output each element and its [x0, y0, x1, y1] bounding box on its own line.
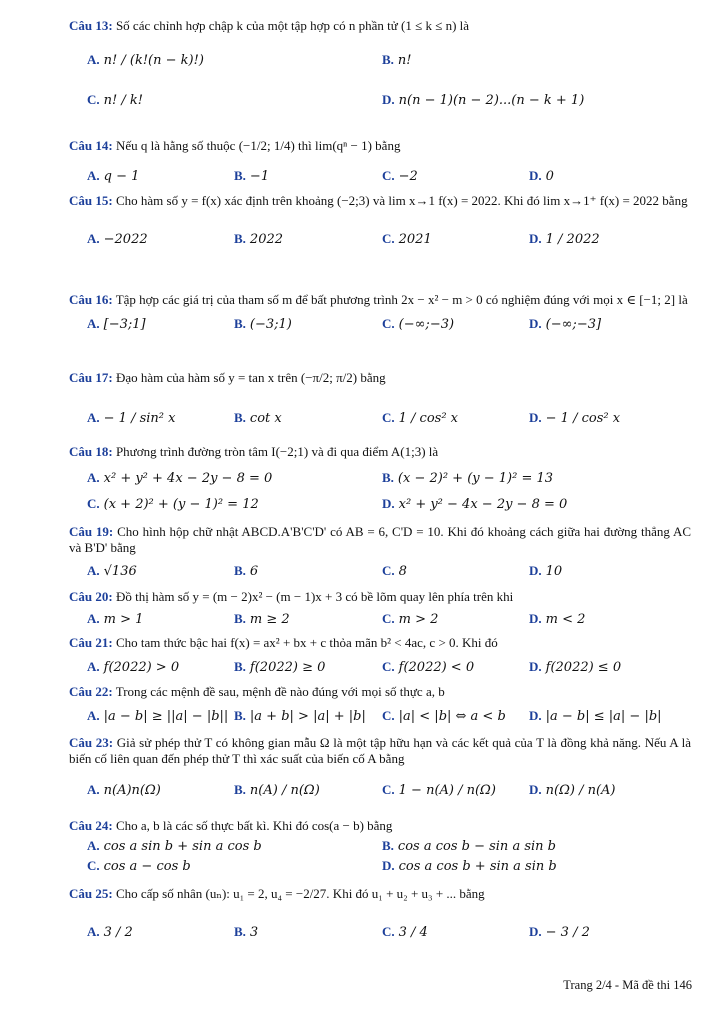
option-d[interactable]: D. − 3 / 2 [529, 924, 590, 941]
option-c[interactable]: C. |a| < |b| ⇔ a < b [382, 708, 506, 725]
option-c[interactable]: C. 2021 [382, 231, 432, 248]
question-label: Câu 25: [69, 886, 113, 901]
question-label: Câu 19: [69, 524, 114, 539]
option-d[interactable]: D. |a − b| ≤ |a| − |b| [529, 708, 662, 725]
question-label: Câu 22: [69, 684, 113, 699]
question-text: Giả sử phép thử T có không gian mẫu Ω là một tập hữu hạn và các kết quả của T là đồng khả năng. Nếu A là biến cố liên quan đến phép thử T thì xác suất của biến cố A bằng [69, 735, 692, 767]
option-b[interactable]: B. 2022 [234, 231, 284, 248]
question-20 [69, 589, 691, 631]
option-d[interactable]: D. cos a cos b + sin a sin b [382, 858, 557, 875]
option-b[interactable]: B. 3 [234, 924, 259, 941]
question-19 [69, 524, 691, 583]
option-a[interactable]: A. − 1 / sin² x [87, 410, 176, 427]
option-a[interactable]: A. √136 [87, 562, 137, 579]
question-text: Cho a, b là các số thực bất kì. Khi đó cos(a − b) bằng [115, 818, 393, 833]
question-14 [69, 138, 691, 188]
option-d[interactable]: D. f(2022) ≤ 0 [529, 659, 622, 676]
question-label: Câu 23: [69, 735, 114, 750]
option-a[interactable]: A. x² + y² + 4x − 2y − 8 = 0 [87, 470, 273, 487]
option-c[interactable]: C. −2 [382, 168, 418, 185]
option-b[interactable]: B. m ≥ 2 [234, 611, 290, 628]
option-b[interactable]: B. n! [382, 52, 412, 69]
option-d[interactable]: D. x² + y² − 4x − 2y − 8 = 0 [382, 496, 568, 513]
option-c[interactable]: C. cos a − cos b [87, 858, 191, 875]
option-d[interactable]: D. (−∞;−3] [529, 316, 602, 333]
option-a[interactable]: A. 3 / 2 [87, 924, 133, 941]
option-c[interactable]: C. f(2022) < 0 [382, 659, 475, 676]
question-21 [69, 635, 691, 679]
option-d[interactable]: D. n(n − 1)(n − 2)...(n − k + 1) [382, 92, 585, 109]
option-c[interactable]: C. (−∞;−3) [382, 316, 455, 333]
option-b[interactable]: B. −1 [234, 168, 270, 185]
question-text: Phương trình đường tròn tâm I(−2;1) và đi qua điểm A(1;3) là [115, 444, 439, 459]
question-text: Cho cấp số nhân (uₙ): u₁ = 2, u₄ = −2/27. Khi đó u₁ + u₂ + u₃ + ... bằng [115, 886, 485, 901]
option-a[interactable]: A. −2022 [87, 231, 148, 248]
question-label: Câu 17: [69, 370, 113, 385]
option-c[interactable]: C. 1 − n(A) / n(Ω) [382, 781, 496, 798]
option-b[interactable]: B. (−3;1) [234, 316, 292, 333]
option-a[interactable]: A. [−3;1] [87, 316, 146, 333]
option-a[interactable]: A. q − 1 [87, 168, 140, 185]
option-c[interactable]: C. n! / k! [87, 92, 143, 109]
option-d[interactable]: D. n(Ω) / n(A) [529, 781, 616, 798]
question-16 [69, 292, 691, 336]
question-15 [69, 193, 691, 251]
option-c[interactable]: C. 8 [382, 562, 407, 579]
option-c[interactable]: C. m > 2 [382, 611, 439, 628]
question-22 [69, 684, 691, 728]
question-label: Câu 15: [69, 193, 113, 208]
option-b[interactable]: B. n(A) / n(Ω) [234, 781, 320, 798]
question-label: Câu 14: [69, 138, 113, 153]
question-label: Câu 24: [69, 818, 113, 833]
option-b[interactable]: B. cos a cos b − sin a sin b [382, 838, 556, 855]
question-text: Cho hình hộp chữ nhật ABCD.A'B'C'D' có AB = 6, C'D = 10. Khi đó khoảng cách giữa hai đường thẳng AC và B'D' bằng [69, 524, 691, 556]
option-a[interactable]: A. n! / (k!(n − k)!) [87, 52, 204, 69]
option-d[interactable]: D. − 1 / cos² x [529, 410, 621, 427]
option-b[interactable]: B. (x − 2)² + (y − 1)² = 13 [382, 470, 554, 487]
option-d[interactable]: D. 1 / 2022 [529, 231, 600, 248]
question-25 [69, 886, 691, 944]
option-a[interactable]: A. |a − b| ≥ ||a| − |b|| [87, 708, 229, 725]
question-label: Câu 13: [69, 18, 113, 33]
option-b[interactable]: B. |a + b| > |a| + |b| [234, 708, 366, 725]
option-c[interactable]: C. (x + 2)² + (y − 1)² = 12 [87, 496, 259, 513]
page-footer: Trang 2/4 - Mã đề thi 146 [563, 978, 692, 992]
question-text: Cho tam thức bậc hai f(x) = ax² + bx + c thỏa mãn b² < 4ac, c > 0. Khi đó [115, 635, 498, 650]
option-b[interactable]: B. f(2022) ≥ 0 [234, 659, 326, 676]
option-a[interactable]: A. f(2022) > 0 [87, 659, 180, 676]
question-text: Số các chỉnh hợp chập k của một tập hợp có n phần tử (1 ≤ k ≤ n) là [115, 18, 470, 33]
question-text: Nếu q là hằng số thuộc (−1/2; 1/4) thì lim(qⁿ − 1) bằng [115, 138, 401, 153]
question-23 [69, 735, 691, 802]
question-17 [69, 370, 691, 430]
option-b[interactable]: B. 6 [234, 562, 259, 579]
question-18 [69, 444, 691, 516]
question-text: Tập hợp các giá trị của tham số m để bất phương trình 2x − x² − m > 0 có nghiệm đúng với mọi x ∈ [−1; 2] là [115, 292, 688, 307]
option-a[interactable]: A. cos a sin b + sin a cos b [87, 838, 262, 855]
question-label: Câu 20: [69, 589, 113, 604]
question-text: Trong các mệnh đề sau, mệnh đề nào đúng với mọi số thực a, b [115, 684, 445, 699]
question-text: Đồ thị hàm số y = (m − 2)x² − (m − 1)x + 3 có bề lõm quay lên phía trên khi [115, 589, 514, 604]
option-a[interactable]: A. m > 1 [87, 611, 144, 628]
option-c[interactable]: C. 1 / cos² x [382, 410, 459, 427]
option-a[interactable]: A. n(A)n(Ω) [87, 781, 161, 798]
question-label: Câu 18: [69, 444, 113, 459]
question-text: Đạo hàm của hàm số y = tan x trên (−π/2; π/2) bằng [115, 370, 386, 385]
question-label: Câu 21: [69, 635, 113, 650]
question-13 [69, 18, 691, 112]
question-text: Cho hàm số y = f(x) xác định trên khoảng (−2;3) và lim x→1 f(x) = 2022. Khi đó lim x→1⁺ f(x) = 2022 bằng [115, 193, 688, 208]
question-label: Câu 16: [69, 292, 113, 307]
option-d[interactable]: D. 0 [529, 168, 554, 185]
question-24 [69, 818, 691, 878]
option-d[interactable]: D. 10 [529, 562, 563, 579]
option-b[interactable]: B. cot x [234, 410, 282, 427]
option-c[interactable]: C. 3 / 4 [382, 924, 428, 941]
option-d[interactable]: D. m < 2 [529, 611, 586, 628]
